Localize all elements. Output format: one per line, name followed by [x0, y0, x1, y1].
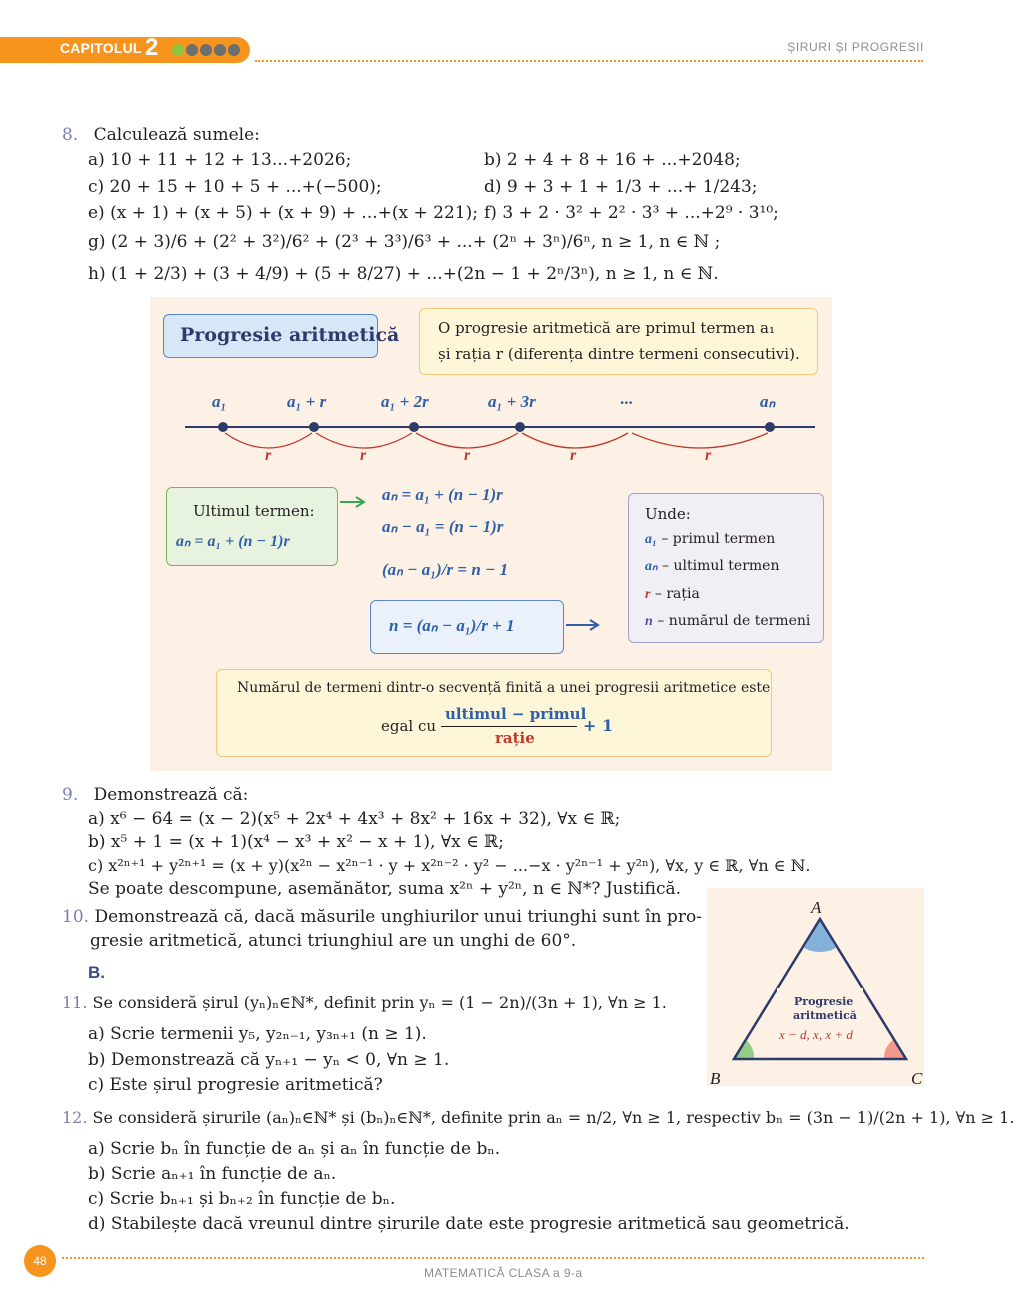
legend-symbol: r [645, 587, 651, 602]
n-formula-box [370, 600, 564, 654]
problem-8e: e) (x + 1) + (x + 5) + (x + 9) + ...+(x + 221); [88, 203, 478, 223]
chapter-progress-dot [172, 44, 184, 56]
term-ellipsis: ... [620, 389, 633, 408]
legend-text: – ultimul termen [662, 558, 780, 574]
chapter-progress-dot [214, 44, 226, 56]
problem-11c: c) Este șirul progresie aritmetică? [88, 1075, 383, 1095]
problem-9-heading [62, 785, 248, 805]
legend-item [645, 613, 810, 630]
arrow-right-icon [338, 494, 368, 510]
problem-8g: g) (2 + 3)/6 + (2² + 3²)/6² + (2³ + 3³)/6³ + ...+ (2ⁿ + 3ⁿ)/6ⁿ, n ≥ 1, n ∈ ℕ ; [88, 232, 721, 252]
count-plus: + 1 [583, 716, 614, 735]
legend-symbol: n [645, 614, 653, 629]
derivation-step-3: (aₙ − a₁)/r = n − 1 [382, 560, 509, 579]
problem-11b: b) Demonstrează că yₙ₊₁ − yₙ < 0, ∀n ≥ 1. [88, 1050, 450, 1070]
chapter-label: CAPITOLUL [60, 40, 142, 56]
problem-8h: h) (1 + 2/3) + (3 + 4/9) + (5 + 8/27) + ...+(2n − 1 + 2ⁿ/3ⁿ), n ≥ 1, n ∈ ℕ. [88, 264, 719, 284]
problem-11a: a) Scrie termenii y₅, y₂ₙ₋₁, y₃ₙ₊₁ (n ≥ 1). [88, 1024, 427, 1044]
vertex-a-label: A [811, 898, 822, 917]
count-rule-box [216, 669, 772, 757]
problem-statement: Demonstrează că: [93, 785, 249, 805]
legend-item [645, 586, 700, 603]
chapter-progress-dot [228, 44, 240, 56]
triangle-label-2: aritmetică [793, 1009, 857, 1022]
triangle-label-1: Progresie [794, 995, 854, 1008]
legend-item [645, 558, 779, 575]
term-4: a₁ + 3r [488, 392, 536, 411]
derivation-step-2: aₙ − a₁ = (n − 1)r [382, 517, 504, 536]
count-text-2: egal cu [381, 717, 437, 735]
problem-number: 11. [62, 993, 88, 1012]
legend-text: – primul termen [661, 531, 776, 547]
problem-12a: a) Scrie bₙ în funcție de aₙ și aₙ în funcție de bₙ. [88, 1139, 501, 1159]
term-3: a₁ + 2r [381, 392, 429, 411]
problem-8a: a) 10 + 11 + 12 + 13...+2026; [88, 150, 352, 170]
definition-line-2: și rația r (diferența dintre termeni consecutivi). [438, 345, 800, 363]
problem-8d: d) 9 + 3 + 1 + 1/3 + ...+ 1/243; [484, 177, 758, 197]
last-term-heading: Ultimul termen: [193, 502, 315, 520]
section-title: ȘIRURI ȘI PROGRESII [787, 40, 924, 54]
problem-number: 9. [62, 785, 79, 805]
triangle-angles: x − d, x, x + d [779, 1027, 853, 1042]
term-2: a₁ + r [287, 392, 327, 411]
problem-number: 8. [62, 125, 79, 145]
count-numerator: ultimul − primul [445, 705, 587, 723]
problem-8f: f) 3 + 2 · 3² + 2² · 3³ + ...+2⁹ · 3¹⁰; [484, 203, 779, 223]
last-term-box [166, 487, 338, 566]
legend-item [645, 531, 775, 548]
header-divider [255, 60, 923, 62]
legend-symbol: aₙ [645, 559, 658, 574]
gap-label: r [265, 447, 272, 464]
panel-title: Progresie aritmetică [180, 324, 400, 346]
book-title: MATEMATICĂ CLASA a 9-a [424, 1266, 583, 1280]
n-formula: n = (aₙ − a₁)/r + 1 [389, 616, 515, 635]
problem-8c: c) 20 + 15 + 10 + 5 + ...+(−500); [88, 177, 382, 197]
legend-text: – rația [654, 586, 700, 602]
problem-9b: b) x⁵ + 1 = (x + 1)(x⁴ − x³ + x² − x + 1), ∀x ∈ ℝ; [88, 832, 504, 852]
problem-12b: b) Scrie aₙ₊₁ în funcție de aₙ. [88, 1164, 337, 1184]
gap-label: r [464, 447, 471, 464]
problem-9c: c) x²ⁿ⁺¹ + y²ⁿ⁺¹ = (x + y)(x²ⁿ − x²ⁿ⁻¹ · y + x²ⁿ⁻² · y² − ...−x · y²ⁿ⁻¹ + y²ⁿ), ∀x, y ∈ ℝ, ∀n ∈ ℕ. [88, 856, 811, 875]
term-last: aₙ [760, 392, 776, 411]
panel-title-box [163, 314, 400, 358]
legend-heading: Unde: [645, 505, 691, 523]
problem-10-line-2: gresie aritmetică, atunci triunghiul are un unghi de 60°. [90, 931, 577, 951]
footer-divider [62, 1257, 924, 1259]
problem-statement: Se consideră șirurile (aₙ)ₙ∈ℕ* și (bₙ)ₙ∈ℕ*, definite prin aₙ = n/2, ∀n ≥ 1, respectiv bₙ = (3n − 1)/(2n + 1), ∀n ≥ 1. [92, 1108, 1015, 1127]
gap-label: r [705, 447, 712, 464]
chapter-progress-dot [200, 44, 212, 56]
gap-label: r [570, 447, 577, 464]
section-b-heading: B. [88, 963, 105, 982]
count-denominator: rație [495, 729, 535, 747]
arrow-right-icon [564, 617, 604, 633]
problem-11-statement [62, 993, 667, 1013]
definition-box [419, 308, 818, 375]
problem-statement: Se consideră șirul (yₙ)ₙ∈ℕ*, definit prin yₙ = (1 − 2n)/(3n + 1), ∀n ≥ 1. [92, 993, 667, 1012]
problem-9a: a) x⁶ − 64 = (x − 2)(x⁵ + 2x⁴ + 4x³ + 8x² + 16x + 32), ∀x ∈ ℝ; [88, 809, 621, 829]
vertex-c-label: C [911, 1069, 923, 1088]
legend-text: – numărul de termeni [657, 613, 811, 629]
problem-12-statement [62, 1108, 1014, 1128]
problem-number: 10. [62, 907, 90, 927]
problem-8-heading [62, 125, 260, 145]
problem-8b: b) 2 + 4 + 8 + 16 + ...+2048; [484, 150, 741, 170]
problem-statement: Calculează sumele: [93, 125, 260, 145]
legend-box [628, 493, 824, 643]
problem-12d: d) Stabilește dacă vreunul dintre șirurile date este progresie aritmetică sau geometrică. [88, 1214, 850, 1234]
problem-9d: Se poate descompune, asemănător, suma x²ⁿ + y²ⁿ, n ∈ ℕ*? Justifică. [88, 879, 682, 899]
derivation-step-1: aₙ = a₁ + (n − 1)r [382, 485, 503, 504]
chapter-number: 2 [145, 34, 159, 61]
gap-label: r [360, 447, 367, 464]
chapter-progress-dot [186, 44, 198, 56]
count-text-1: Numărul de termeni dintr-o secvență finită a unei progresii aritmetice este [237, 680, 771, 696]
definition-line-1: O progresie aritmetică are primul termen a₁ [438, 319, 775, 337]
problem-statement: Demonstrează că, dacă măsurile unghiurilor unui triunghi sunt în pro- [94, 907, 702, 927]
problem-12c: c) Scrie bₙ₊₁ și bₙ₊₂ în funcție de bₙ. [88, 1189, 396, 1209]
vertex-b-label: B [710, 1069, 721, 1088]
last-term-formula: aₙ = a₁ + (n − 1)r [176, 533, 290, 550]
problem-number: 12. [62, 1108, 88, 1127]
fraction-bar [441, 726, 577, 727]
legend-symbol: a₁ [645, 532, 657, 547]
page-number: 48 [24, 1245, 56, 1277]
term-1: a₁ [212, 392, 227, 411]
problem-10-line-1 [62, 907, 702, 927]
